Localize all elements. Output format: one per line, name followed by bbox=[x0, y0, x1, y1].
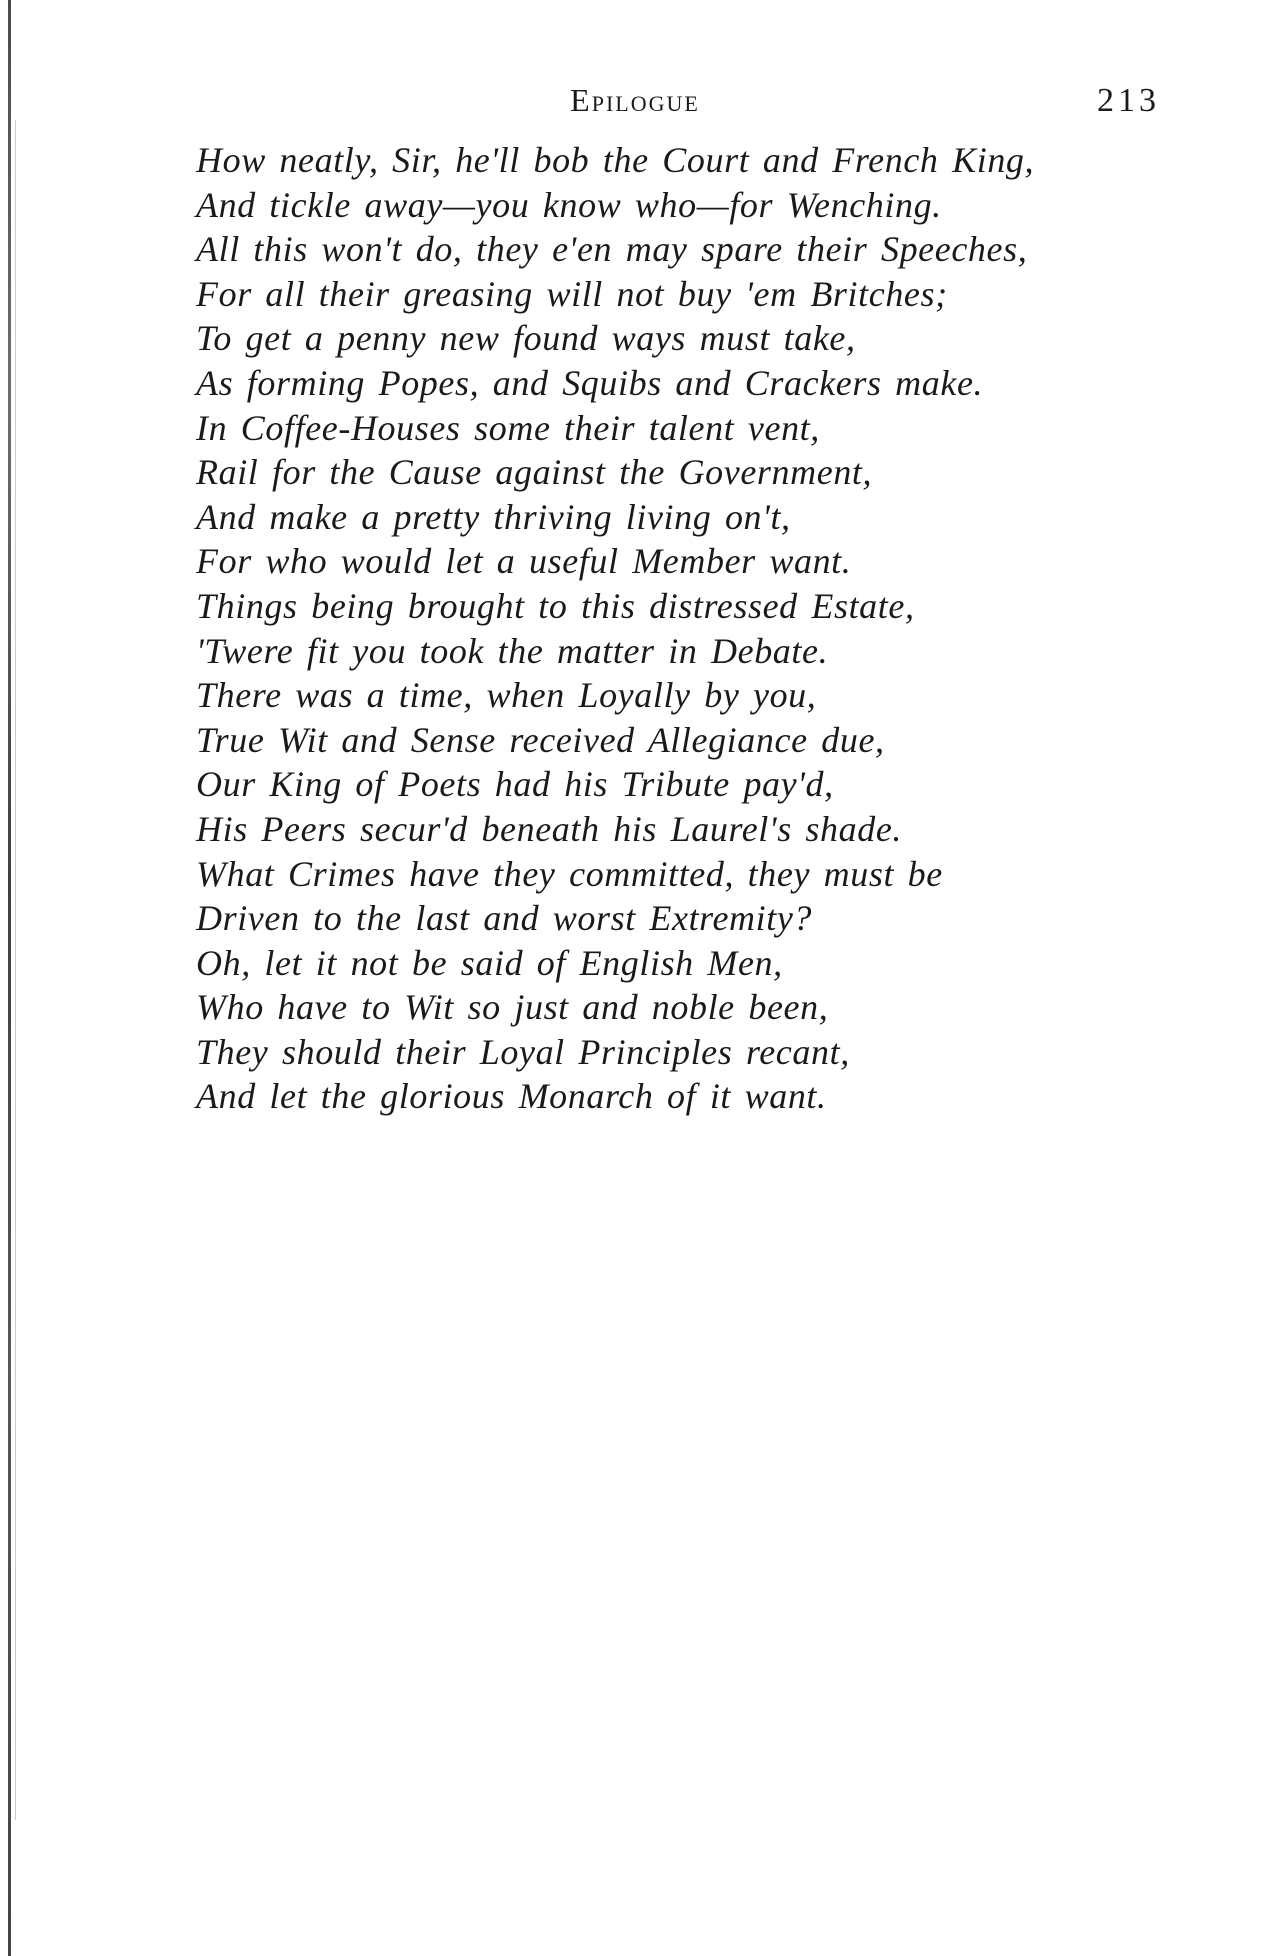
poem-text bbox=[196, 138, 1196, 1119]
poem-line: What Crimes have they committed, they must be bbox=[196, 853, 943, 894]
binding-shadow bbox=[8, 0, 11, 1956]
poem-line: They should their Loyal Principles recant, bbox=[196, 1031, 850, 1072]
poem-line: True Wit and Sense received Allegiance due, bbox=[196, 719, 885, 760]
poem-line: Who have to Wit so just and noble been, bbox=[196, 987, 829, 1028]
poem-line: And make a pretty thriving living on't, bbox=[196, 496, 791, 537]
poem-line: In Coffee-Houses some their talent vent, bbox=[196, 407, 820, 448]
poem-line: Rail for the Cause against the Government, bbox=[196, 452, 873, 493]
poem-line: To get a penny new found ways must take, bbox=[196, 318, 856, 359]
running-head bbox=[0, 82, 1270, 122]
page-number: 213 bbox=[1097, 82, 1160, 119]
poem-line: Our King of Poets had his Tribute pay'd, bbox=[196, 764, 834, 805]
poem-line: 'Twere fit you took the matter in Debate. bbox=[196, 630, 829, 671]
poem-line: There was a time, when Loyally by you, bbox=[196, 675, 817, 716]
poem-line: Driven to the last and worst Extremity? bbox=[196, 898, 812, 939]
running-title: Epilogue bbox=[570, 82, 700, 118]
binding-shadow-faint bbox=[15, 120, 16, 1820]
poem-line: And tickle away—you know who—for Wenching. bbox=[196, 184, 942, 225]
poem-line: As forming Popes, and Squibs and Crackers make. bbox=[196, 362, 984, 403]
poem-line: How neatly, Sir, he'll bob the Court and French King, bbox=[196, 140, 1035, 180]
book-gutter-edge bbox=[0, 0, 22, 1956]
poem-line: For all their greasing will not buy 'em Britches; bbox=[196, 273, 948, 314]
poem-line: All this won't do, they e'en may spare their Speeches, bbox=[196, 229, 1028, 270]
poem-line: For who would let a useful Member want. bbox=[196, 541, 852, 582]
poem-line: His Peers secur'd beneath his Laurel's shade. bbox=[196, 808, 902, 849]
poem-line: Oh, let it not be said of English Men, bbox=[196, 942, 783, 983]
poem-line: And let the glorious Monarch of it want. bbox=[196, 1076, 827, 1117]
poem-line: Things being brought to this distressed Estate, bbox=[196, 585, 915, 626]
